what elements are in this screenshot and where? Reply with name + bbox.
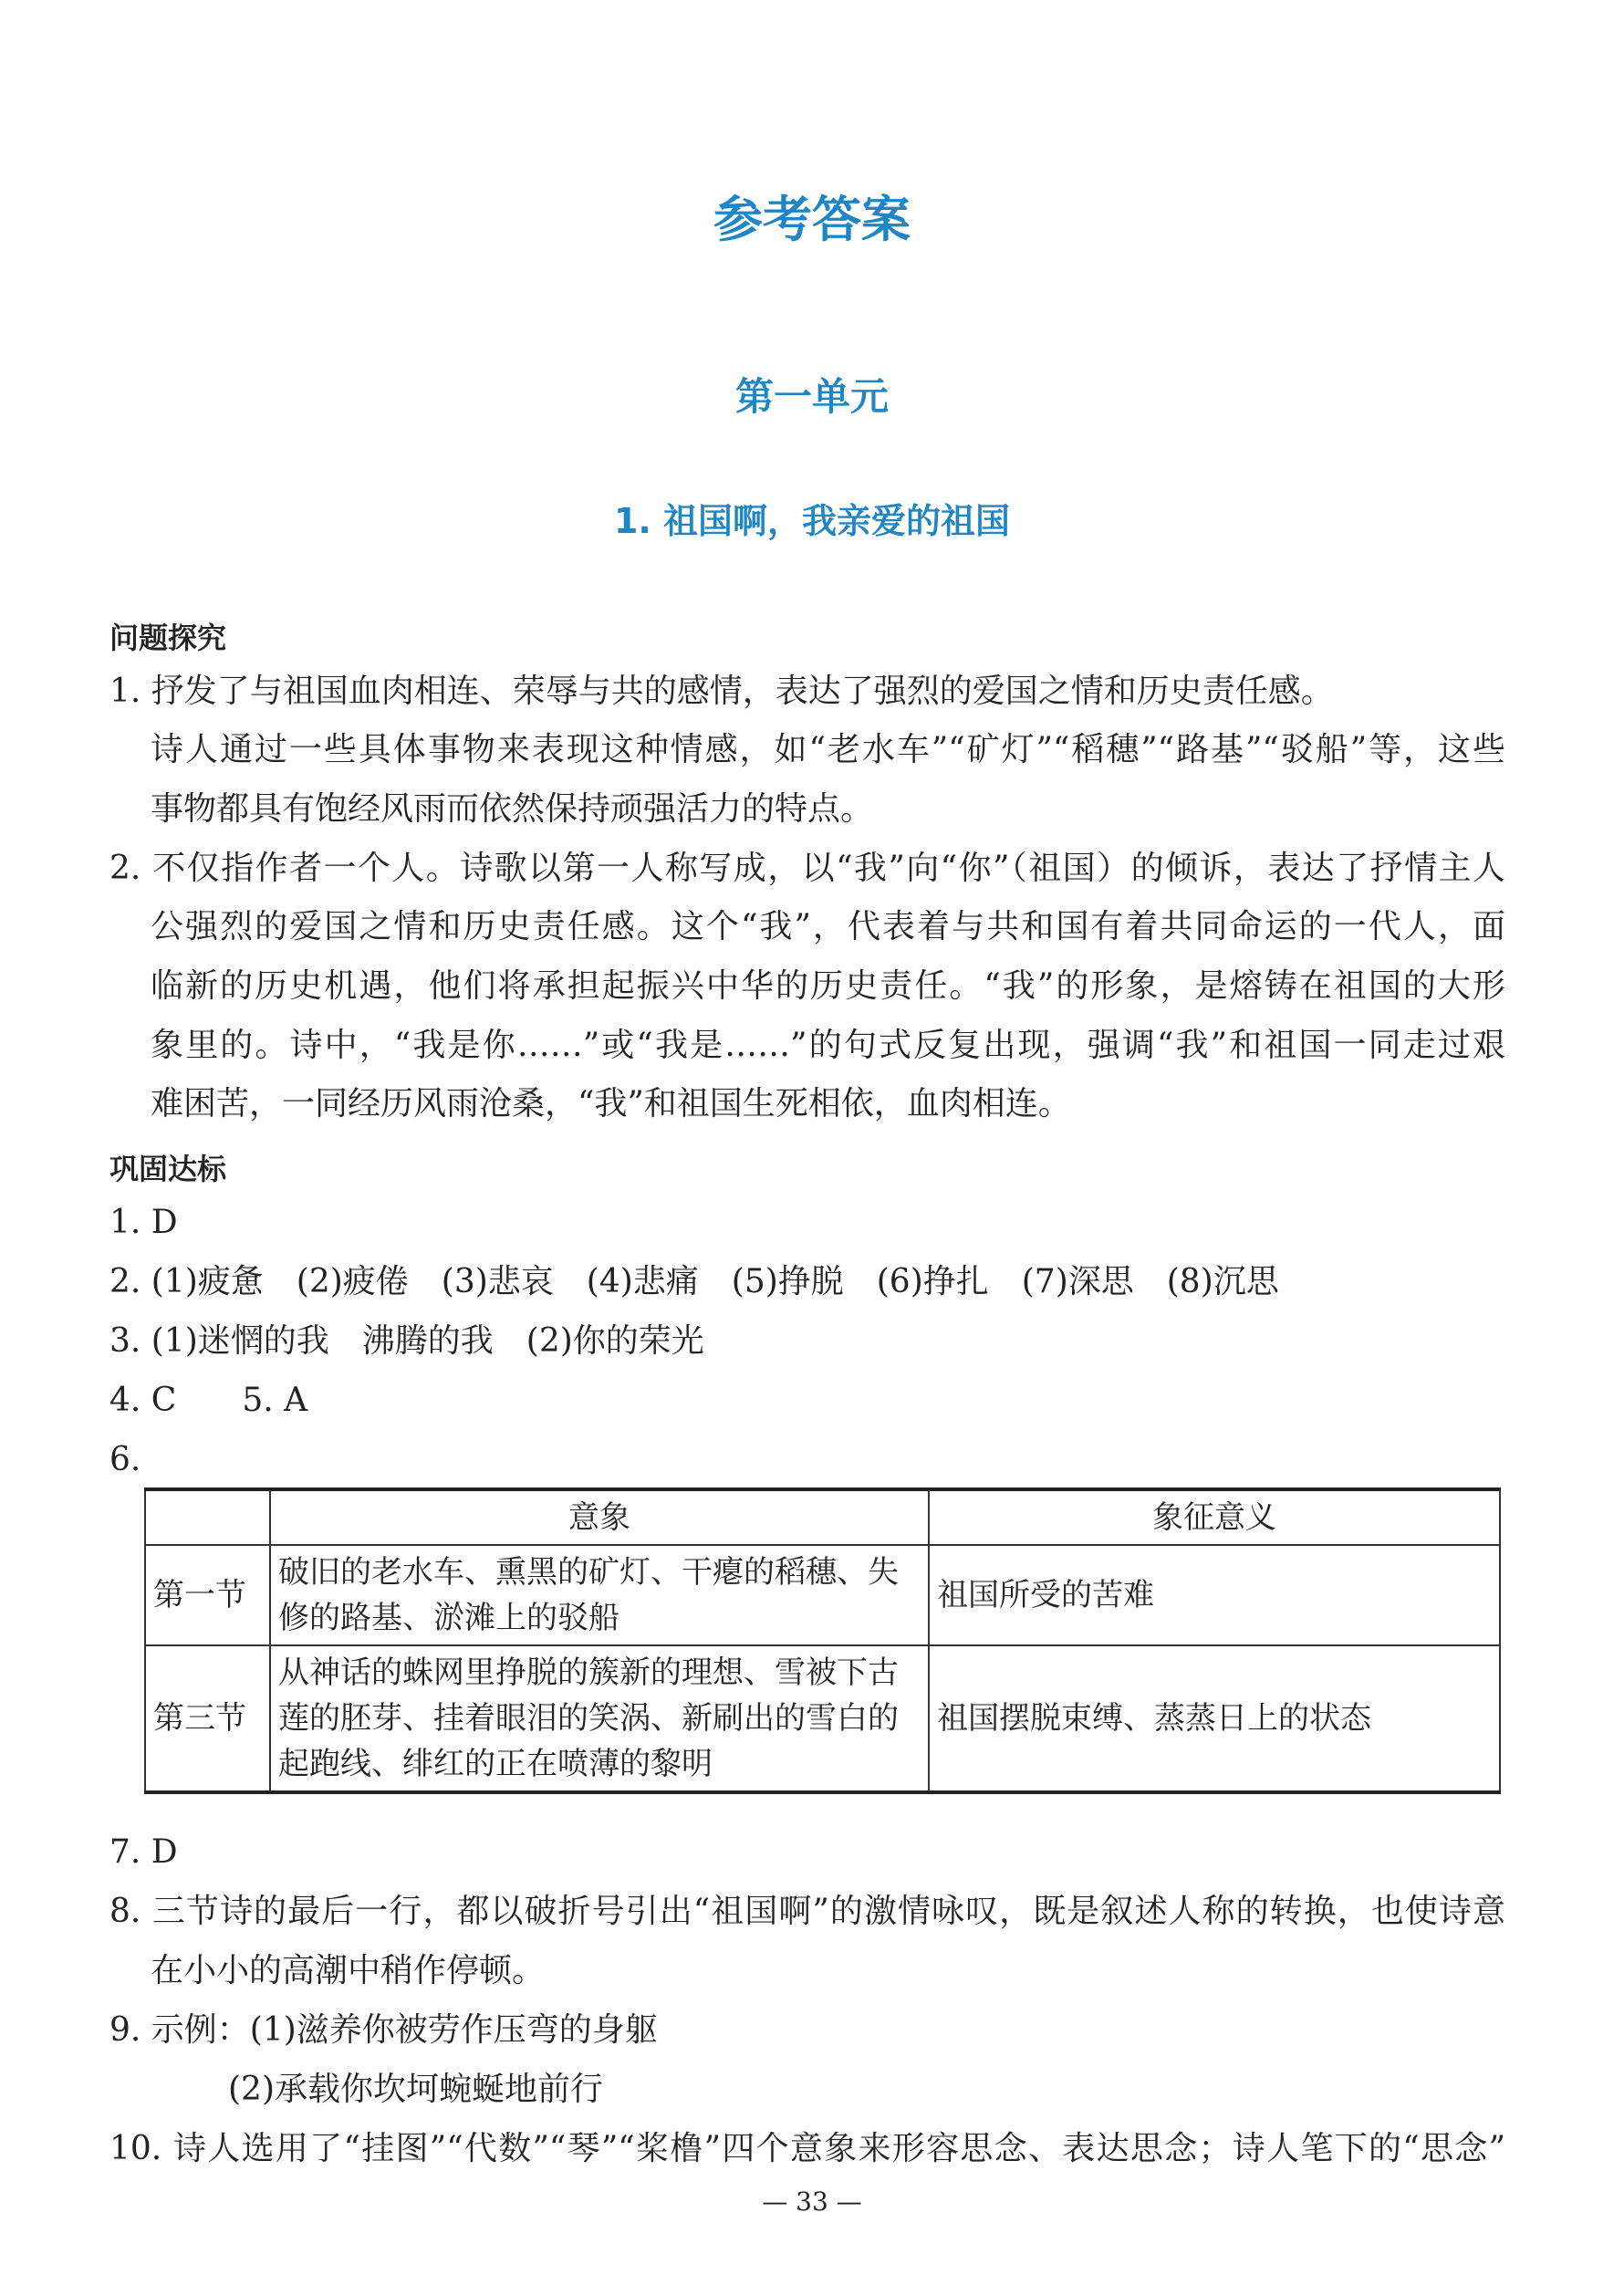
explore-line: 1. 抒发了与祖国血肉相连、荣辱与共的感情，表达了强烈的爱国之情和历史责任感。 — [109, 673, 1334, 710]
answer-9: 9. 示例：(1)滋养你被劳作压弯的身躯 — [109, 2011, 658, 2049]
answer-3: 3. (1)迷惘的我 沸腾的我 (2)你的荣光 — [109, 1322, 704, 1360]
table-cell: 破旧的老水车、熏黑的矿灯、干瘪的稻穗、失修的路基、淤滩上的驳船 — [270, 1545, 929, 1645]
table-header: 意象 — [270, 1489, 929, 1545]
section-explore: 问题探究 — [109, 621, 227, 655]
answer-8: 8. 三节诗的最后一行，都以破折号引出“祖国啊”的激情咏叹，既是叙述人称的转换，也使诗意 — [109, 1893, 1505, 1930]
table-row — [145, 1645, 1500, 1792]
table-cell: 祖国摆脱束缚、蒸蒸日上的状态 — [929, 1645, 1500, 1792]
explore-line: 公强烈的爱国之情和历史责任感。这个“我”，代表着与共和国有着共同命运的一代人，面 — [151, 908, 1505, 945]
page-number: — 33 — — [762, 2187, 862, 2217]
imagery-table — [144, 1487, 1501, 1794]
answer-9-cont: (2)承载你坎坷蜿蜒地前行 — [228, 2071, 603, 2108]
explore-line: 2. 不仅指作者一个人。诗歌以第一人称写成，以“我”向“你”（祖国）的倾诉，表达了抒情主人 — [109, 850, 1505, 887]
table-header: 象征意义 — [929, 1489, 1500, 1545]
table-cell: 从神话的蛛网里挣脱的簇新的理想、雪被下古莲的胚芽、挂着眼泪的笑涡、新刷出的雪白的起跑线、绯红的正在喷薄的黎明 — [270, 1645, 929, 1792]
table-cell: 祖国所受的苦难 — [929, 1545, 1500, 1645]
explore-line: 难困苦，一同经历风雨沧桑，“我”和祖国生死相依，血肉相连。 — [151, 1085, 1071, 1122]
table-row — [145, 1545, 1500, 1645]
table-header — [145, 1489, 270, 1545]
unit-title: 第一单元 — [734, 374, 889, 419]
page-title: 参考答案 — [713, 191, 911, 248]
answer-4-5: 4. C 5. A — [109, 1382, 308, 1419]
explore-line: 事物都具有饱经风雨而依然保持顽强活力的特点。 — [151, 790, 874, 828]
answer-7: 7. D — [109, 1833, 178, 1871]
explore-line: 象里的。诗中，“我是你……”或“我是……”的句式反复出现，强调“我”和祖国一同走过艰 — [151, 1027, 1505, 1064]
answer-10: 10. 诗人选用了“挂图”“代数”“琴”“桨橹”四个意象来形容思念、表达思念；诗人笔下的“思念” — [109, 2130, 1505, 2167]
answer-2: 2. (1)疲惫 (2)疲倦 (3)悲哀 (4)悲痛 (5)挣脱 (6)挣扎 (7)深思 (8)沉思 — [109, 1263, 1279, 1300]
explore-line: 诗人通过一些具体事物来表现这种情感，如“老水车”“矿灯”“稻穗”“路基”“驳船”等，这些 — [151, 731, 1505, 768]
section-consolidate: 巩固达标 — [109, 1152, 227, 1186]
answer-8-cont: 在小小的高潮中稍作停顿。 — [151, 1952, 546, 1989]
answer-1: 1. D — [109, 1204, 178, 1241]
table-cell: 第三节 — [145, 1645, 270, 1792]
lesson-title: 1. 祖国啊，我亲爱的祖国 — [613, 501, 1011, 541]
table-cell: 第一节 — [145, 1545, 270, 1645]
table-header-row — [145, 1489, 1500, 1545]
answer-6: 6. — [109, 1441, 141, 1478]
explore-line: 临新的历史机遇，他们将承担起振兴中华的历史责任。“我”的形象，是熔铸在祖国的大形 — [151, 967, 1505, 1005]
